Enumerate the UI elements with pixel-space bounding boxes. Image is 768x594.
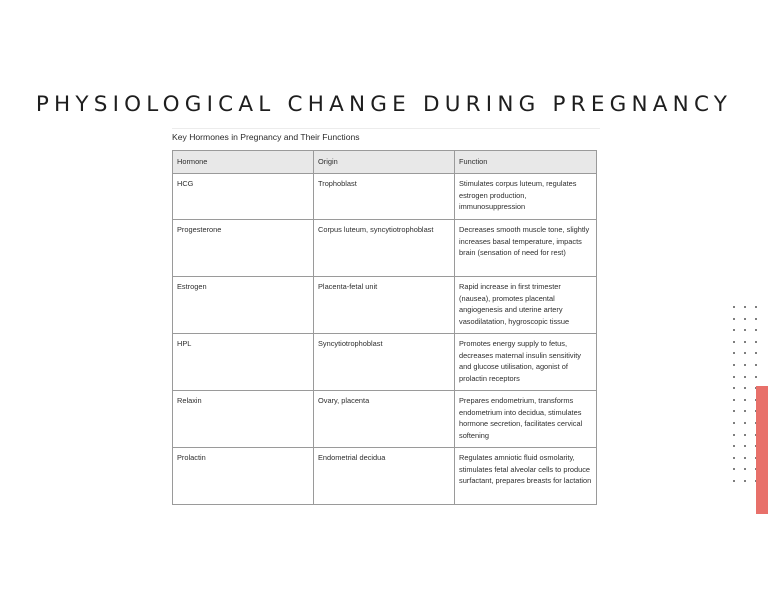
origin-cell: Trophoblast (314, 174, 455, 220)
decorative-dot (733, 434, 735, 436)
hormone-table (172, 150, 597, 505)
origin-cell: Endometrial decidua (314, 448, 455, 505)
table-header-row (173, 151, 597, 174)
function-cell: Prepares endometrium, transforms endometrium into decidua, stimulates hormone secretion, facilitates cervical softening (455, 391, 597, 448)
decorative-dot (744, 387, 746, 389)
decorative-dot (755, 329, 757, 331)
table-row (173, 174, 597, 220)
decorative-dot (733, 422, 735, 424)
decorative-dot (733, 399, 735, 401)
hormone-cell: HCG (173, 174, 314, 220)
decorative-dot (733, 468, 735, 470)
decorative-dot (755, 376, 757, 378)
decorative-dot (755, 341, 757, 343)
function-cell: Promotes energy supply to fetus, decreases maternal insulin sensitivity and glucose utilisation, agonist of prolactin receptors (455, 334, 597, 391)
hormone-cell: Relaxin (173, 391, 314, 448)
table-row (173, 220, 597, 277)
decorative-dot (744, 306, 746, 308)
decorative-dot (733, 445, 735, 447)
decorative-dot (733, 387, 735, 389)
function-cell: Regulates amniotic fluid osmolarity, stimulates fetal alveolar cells to produce surfactant, prepares breasts for lactation (455, 448, 597, 505)
decorative-dot (733, 341, 735, 343)
decorative-dot (733, 480, 735, 482)
decorative-dot (755, 352, 757, 354)
hormone-cell: Estrogen (173, 277, 314, 334)
decorative-dot (744, 445, 746, 447)
hormone-cell: Progesterone (173, 220, 314, 277)
decorative-dot (744, 364, 746, 366)
decorative-dot (744, 376, 746, 378)
decorative-dot (744, 422, 746, 424)
decorative-dot (744, 434, 746, 436)
decorative-dot-grid (733, 306, 757, 482)
hormone-cell: Prolactin (173, 448, 314, 505)
decorative-dot (744, 318, 746, 320)
function-cell: Decreases smooth muscle tone, slightly increases basal temperature, impacts brain (sensation of need for rest) (455, 220, 597, 277)
slide-title: PHYSIOLOGICAL CHANGE DURING PREGNANCY (35, 92, 733, 117)
decorative-dot (755, 318, 757, 320)
decorative-dot (755, 364, 757, 366)
figure-top-rule (172, 128, 600, 129)
decorative-dot (733, 410, 735, 412)
column-header-hormone: Hormone (173, 151, 314, 174)
decorative-dot (733, 376, 735, 378)
decorative-dot (744, 341, 746, 343)
table-row (173, 448, 597, 505)
decorative-dot (744, 352, 746, 354)
hormone-cell: HPL (173, 334, 314, 391)
decorative-dot (733, 352, 735, 354)
table-row (173, 277, 597, 334)
decorative-dot (744, 329, 746, 331)
decorative-dot (755, 306, 757, 308)
column-header-origin: Origin (314, 151, 455, 174)
decorative-dot (733, 306, 735, 308)
table-row (173, 391, 597, 448)
table-row (173, 334, 597, 391)
function-cell: Rapid increase in first trimester (nausea), promotes placental angiogenesis and uterine artery vasodilatation, hygroscopic tissue (455, 277, 597, 334)
decorative-accent-bar (756, 386, 768, 514)
table-caption: Key Hormones in Pregnancy and Their Functions (172, 132, 360, 142)
decorative-dot (744, 410, 746, 412)
decorative-dot (733, 364, 735, 366)
decorative-dot (733, 329, 735, 331)
decorative-dot (733, 318, 735, 320)
decorative-dot (733, 457, 735, 459)
origin-cell: Syncytiotrophoblast (314, 334, 455, 391)
decorative-dot (744, 480, 746, 482)
origin-cell: Corpus luteum, syncytiotrophoblast (314, 220, 455, 277)
decorative-dot (744, 468, 746, 470)
column-header-function: Function (455, 151, 597, 174)
function-cell: Stimulates corpus luteum, regulates estrogen production, immunosuppression (455, 174, 597, 220)
origin-cell: Ovary, placenta (314, 391, 455, 448)
decorative-dot (744, 457, 746, 459)
decorative-dot (744, 399, 746, 401)
origin-cell: Placenta-fetal unit (314, 277, 455, 334)
